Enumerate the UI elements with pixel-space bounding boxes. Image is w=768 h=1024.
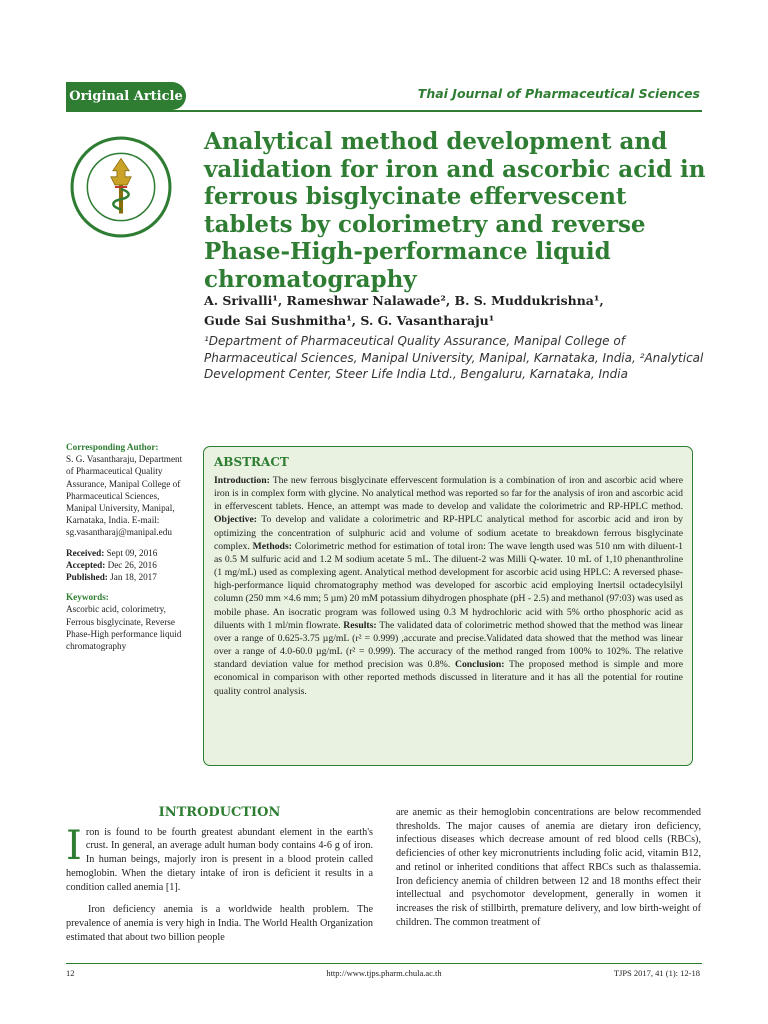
page-number: 12: [66, 968, 75, 978]
abstract-text: [214, 474, 683, 698]
keywords: [66, 591, 191, 652]
corresponding-author: [66, 441, 191, 539]
keywords-text: Ascorbic acid, colorimetry, Ferrous bisglycinate, Reverse Phase-High performance liquid chromatography: [66, 604, 182, 652]
abstract-intro-label: Introduction:: [214, 475, 270, 486]
journal-name: Thai Journal of Pharmaceutical Sciences: [417, 86, 700, 101]
footer-rule: [66, 963, 702, 964]
published-value: Jan 18, 2017: [110, 572, 157, 583]
article-dates: [66, 547, 191, 584]
authors-line-1: A. Srivalli¹, Rameshwar Nalawade², B. S. Muddukrishna¹,: [204, 293, 604, 308]
author-list: [204, 291, 704, 331]
header-rule: [66, 110, 702, 112]
intro-paragraph-2: Iron deficiency anemia is a worldwide health problem. The prevalence of anemia is very high in India. The World Health Organization estimated that about two billion people: [66, 904, 373, 943]
drop-cap: I: [66, 822, 82, 869]
abstract-box: [203, 446, 693, 766]
accepted-value: Dec 26, 2016: [107, 559, 157, 570]
authors-line-2: Gude Sai Sushmitha¹, S. G. Vasantharaju¹: [204, 313, 495, 328]
abstract-methods-label: Methods:: [252, 540, 292, 552]
keywords-label: Keywords:: [66, 592, 109, 603]
article-title: Analytical method development and validation for iron and ascorbic acid in ferrous bisglycinate effervescent tablets by colorimetry and reverse Phase-High-performance liquid chromatography: [204, 128, 706, 293]
article-info-sidebar: [66, 441, 191, 660]
abstract-intro: The new ferrous bisglycinate effervescent formulation is a combination of iron and ascorbic acid where iron is in complex form with glycine. No analytical method was reported so far for the analysis of iron and ascorbic acid in effervescent tablets. Hence, an attempt was made to develop and validate the colorimetric and RP-HPLC method.: [214, 475, 683, 513]
abstract-methods: Colorimetric method for estimation of total iron: The wave length used was 510 nm with diluent-1 as 0.5 M sulfuric acid and 1.2 M sodium acetate 5 mL. The diluent-2 was Milli Q-water. 10 mL of 1,10 phenanthroline (1 mg/mL) used as complexing agent. Analytical method development for ascorbic acid using HPLC: A reversed phase-high-performance liquid chromatography method was developed for ascorbic acid employing Inertsil octadecylsilyl column (250 mm ×4.6 mm; 5 µm) 20 mM potassium dihydrogen phosphate (pH - 2.5) and methanol (97:03) was used as mobile phase. An isocratic program was followed using 0.3 M hydrochloric acid with 5% ortho phosphoric acid as diluents with 1 ml/min flowrate.: [214, 540, 684, 631]
accepted-date: [66, 559, 191, 571]
corresponding-author-label: Corresponding Author:: [66, 442, 159, 452]
abstract-results-label: Results:: [343, 619, 377, 631]
published-label: Published:: [66, 572, 108, 583]
intro-paragraph-1: [66, 822, 373, 895]
body-column-left: [66, 806, 373, 953]
article-type-badge: Original Article: [66, 82, 186, 110]
corresponding-author-text: S. G. Vasantharaju, Department of Pharmaceutical Quality Assurance, Manipal College of Pharmaceutical Sciences, Manipal University, Manipal, Karnataka, India. E-mail: sg.vasantharaj@manipal.edu: [66, 454, 183, 538]
journal-url[interactable]: http://www.tjps.pharm.chula.ac.th: [326, 968, 442, 978]
intro-paragraph-3: are anemic as their hemoglobin concentrations are below recommended thresholds. The major causes of anemia are dietary iron deficiency, infectious diseases which decrease amount of red blood cells (RBCs), deficiencies of other key micronutrients including folic acid, vitamin B12, and retinol or inherited conditions that affect RBCs such as thalassemia. Iron deficiency anemia of children between 12 and 18 months effect their intellectual and psychomotor development, generally in women it increases the risk of stillbirth, premature delivery, and low birth-weight of children. The common treatment of: [396, 807, 701, 928]
intro-paragraph-1-text: ron is found to be fourth greatest abundant element in the earth's crust. In general, an average adult human body contains 4-6 g of iron. In human beings, majorly iron is present in a blood protein called hemoglobin. When the dietary intake of iron is deficient it results in a condition called anemia [1].: [66, 826, 373, 893]
accepted-label: Accepted:: [66, 559, 106, 570]
faculty-seal-logo: [70, 136, 172, 238]
abstract-results: The validated data of colorimetric method showed that the method was linear over a range of 0.625-3.75 µg/mL (r² = 0.999) ,accurate and precise.Validated data showed that the method was linear over a range of 4.0-60.0 µg/mL (r² = 0.999). The accuracy of the method ranged from 100% to 102%. The relative standard deviation value for method precision was 0.8%.: [214, 619, 683, 671]
published-date: [66, 571, 191, 583]
received-date: [66, 547, 191, 559]
abstract-conclusion: The proposed method is simple and more economical in comparison with other reported methods discussed in literature and it has all the potential for routine quality control analysis.: [214, 659, 684, 697]
abstract-conclusion-label: Conclusion:: [454, 659, 505, 671]
received-value: Sept 09, 2016: [106, 547, 158, 558]
abstract-objective: To develop and validate a colorimetric and RP-HPLC analytical method for ascorbic acid and iron by optimizing the concentration of sulphuric acid and volume of sodium acetate to breakdown ferrous bisglycinate complex.: [214, 514, 684, 552]
abstract-objective-label: Objective:: [214, 514, 258, 526]
received-label: Received:: [66, 547, 105, 558]
abstract-heading: ABSTRACT: [214, 455, 289, 469]
introduction-heading: INTRODUCTION: [158, 805, 281, 820]
body-column-right: [396, 806, 701, 938]
affiliations: ¹Department of Pharmaceutical Quality Assurance, Manipal College of Pharmaceutical Sciences, Manipal University, Manipal, Karnataka, India, ²Analytical Development Center, Steer Life India Ltd., Bengaluru, Karnataka, India: [204, 334, 704, 381]
citation-info: TJPS 2017, 41 (1): 12-18: [613, 968, 700, 978]
